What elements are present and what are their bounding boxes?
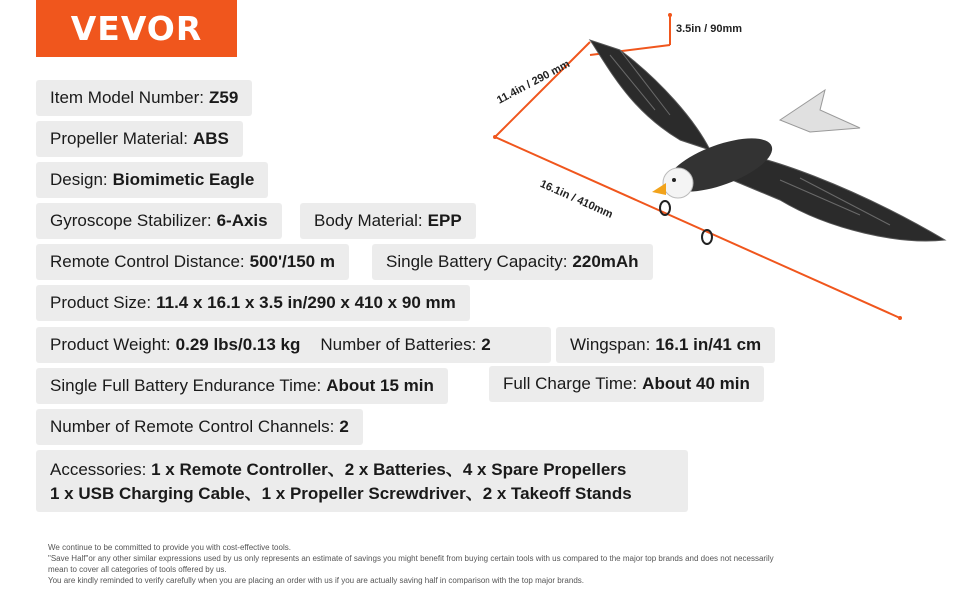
eagle-tail — [780, 90, 860, 132]
spec-charge-time — [489, 366, 764, 402]
spec-value: 6-Axis — [216, 211, 268, 230]
spec-value: 0.29 lbs/0.13 kg — [175, 335, 301, 354]
spec-value: 16.1 in/41 cm — [655, 335, 762, 354]
spec-value: 220mAh — [572, 252, 639, 271]
spec-value: About 15 min — [326, 376, 434, 395]
dimension-width-label: 11.4in / 290 mm — [495, 58, 572, 107]
spec-label: Body Material: — [314, 211, 423, 230]
spec-value: 500'/150 m — [249, 252, 335, 271]
accessories-box — [36, 450, 688, 512]
spec-value: Biomimetic Eagle — [112, 170, 255, 189]
spec-label: Propeller Material: — [50, 129, 188, 148]
vevor-logo — [36, 0, 237, 57]
spec-value: EPP — [427, 211, 462, 230]
spec-gyroscope — [36, 203, 282, 239]
spec-label: Number of Batteries: — [320, 335, 477, 354]
disclaimer-line: We continue to be committed to provide you with cost-effective tools. — [48, 543, 291, 552]
eagle-drone-illustration — [480, 0, 970, 330]
spec-label: Product Size: — [50, 293, 152, 312]
spec-label: Number of Remote Control Channels: — [50, 417, 335, 436]
spec-label: Wingspan: — [570, 335, 651, 354]
accessories-line-1 — [50, 458, 674, 482]
spec-label: Single Full Battery Endurance Time: — [50, 376, 322, 395]
spec-item-model — [36, 80, 252, 116]
accessories-line-2 — [50, 482, 674, 506]
spec-propeller-material — [36, 121, 243, 157]
spec-value: 11.4 x 16.1 x 3.5 in/290 x 410 x 90 mm — [156, 293, 456, 312]
spec-value: 2 — [339, 417, 349, 436]
dimension-height-label: 3.5in / 90mm — [676, 23, 743, 35]
spec-label: Full Charge Time: — [503, 374, 638, 393]
eagle-head — [663, 168, 693, 198]
spec-product-size — [36, 285, 470, 321]
spec-label: Design: — [50, 170, 108, 189]
spec-label: Single Battery Capacity: — [386, 252, 568, 271]
disclaimer-line: mean to cover all categories of tools offered by us. — [48, 565, 227, 574]
accessories-list-1: 1 x Remote Controller、2 x Batteries、4 x Spare Propellers — [151, 460, 627, 479]
spec-label: Gyroscope Stabilizer: — [50, 211, 212, 230]
spec-design — [36, 162, 268, 198]
logo-text: VEVOR — [70, 9, 203, 48]
spec-value: 2 — [481, 335, 491, 354]
spec-label: Remote Control Distance: — [50, 252, 245, 271]
spec-value: ABS — [192, 129, 229, 148]
spec-label: Product Weight: — [50, 335, 171, 354]
spec-value: About 40 min — [642, 374, 750, 393]
spec-wingspan — [556, 327, 775, 363]
spec-endurance — [36, 368, 448, 404]
eagle-beak — [652, 183, 666, 195]
disclaimer-line: You are kindly reminded to verify carefully when you are placing an order with us if you are actually saving half in comparison with the top major brands. — [48, 576, 584, 585]
spec-value: Z59 — [209, 88, 239, 107]
accessories-label: Accessories: — [50, 460, 147, 479]
disclaimer-line: "Save Half"or any other similar expressions used by us only represents an estimate of savings you might benefit from buying certain tools with us compared to the major top brands and does not necessarily — [48, 554, 774, 563]
dimension-length-label: 16.1in / 410mm — [538, 178, 615, 221]
accessories-list-2: 1 x USB Charging Cable、1 x Propeller Screwdriver、2 x Takeoff Stands — [50, 484, 632, 503]
eagle-left-wing — [590, 40, 710, 150]
spec-channels — [36, 409, 363, 445]
spec-label: Item Model Number: — [50, 88, 204, 107]
spec-product-weight — [36, 327, 551, 363]
spec-body-material — [300, 203, 476, 239]
disclaimer — [48, 542, 888, 586]
spec-remote-distance — [36, 244, 349, 280]
